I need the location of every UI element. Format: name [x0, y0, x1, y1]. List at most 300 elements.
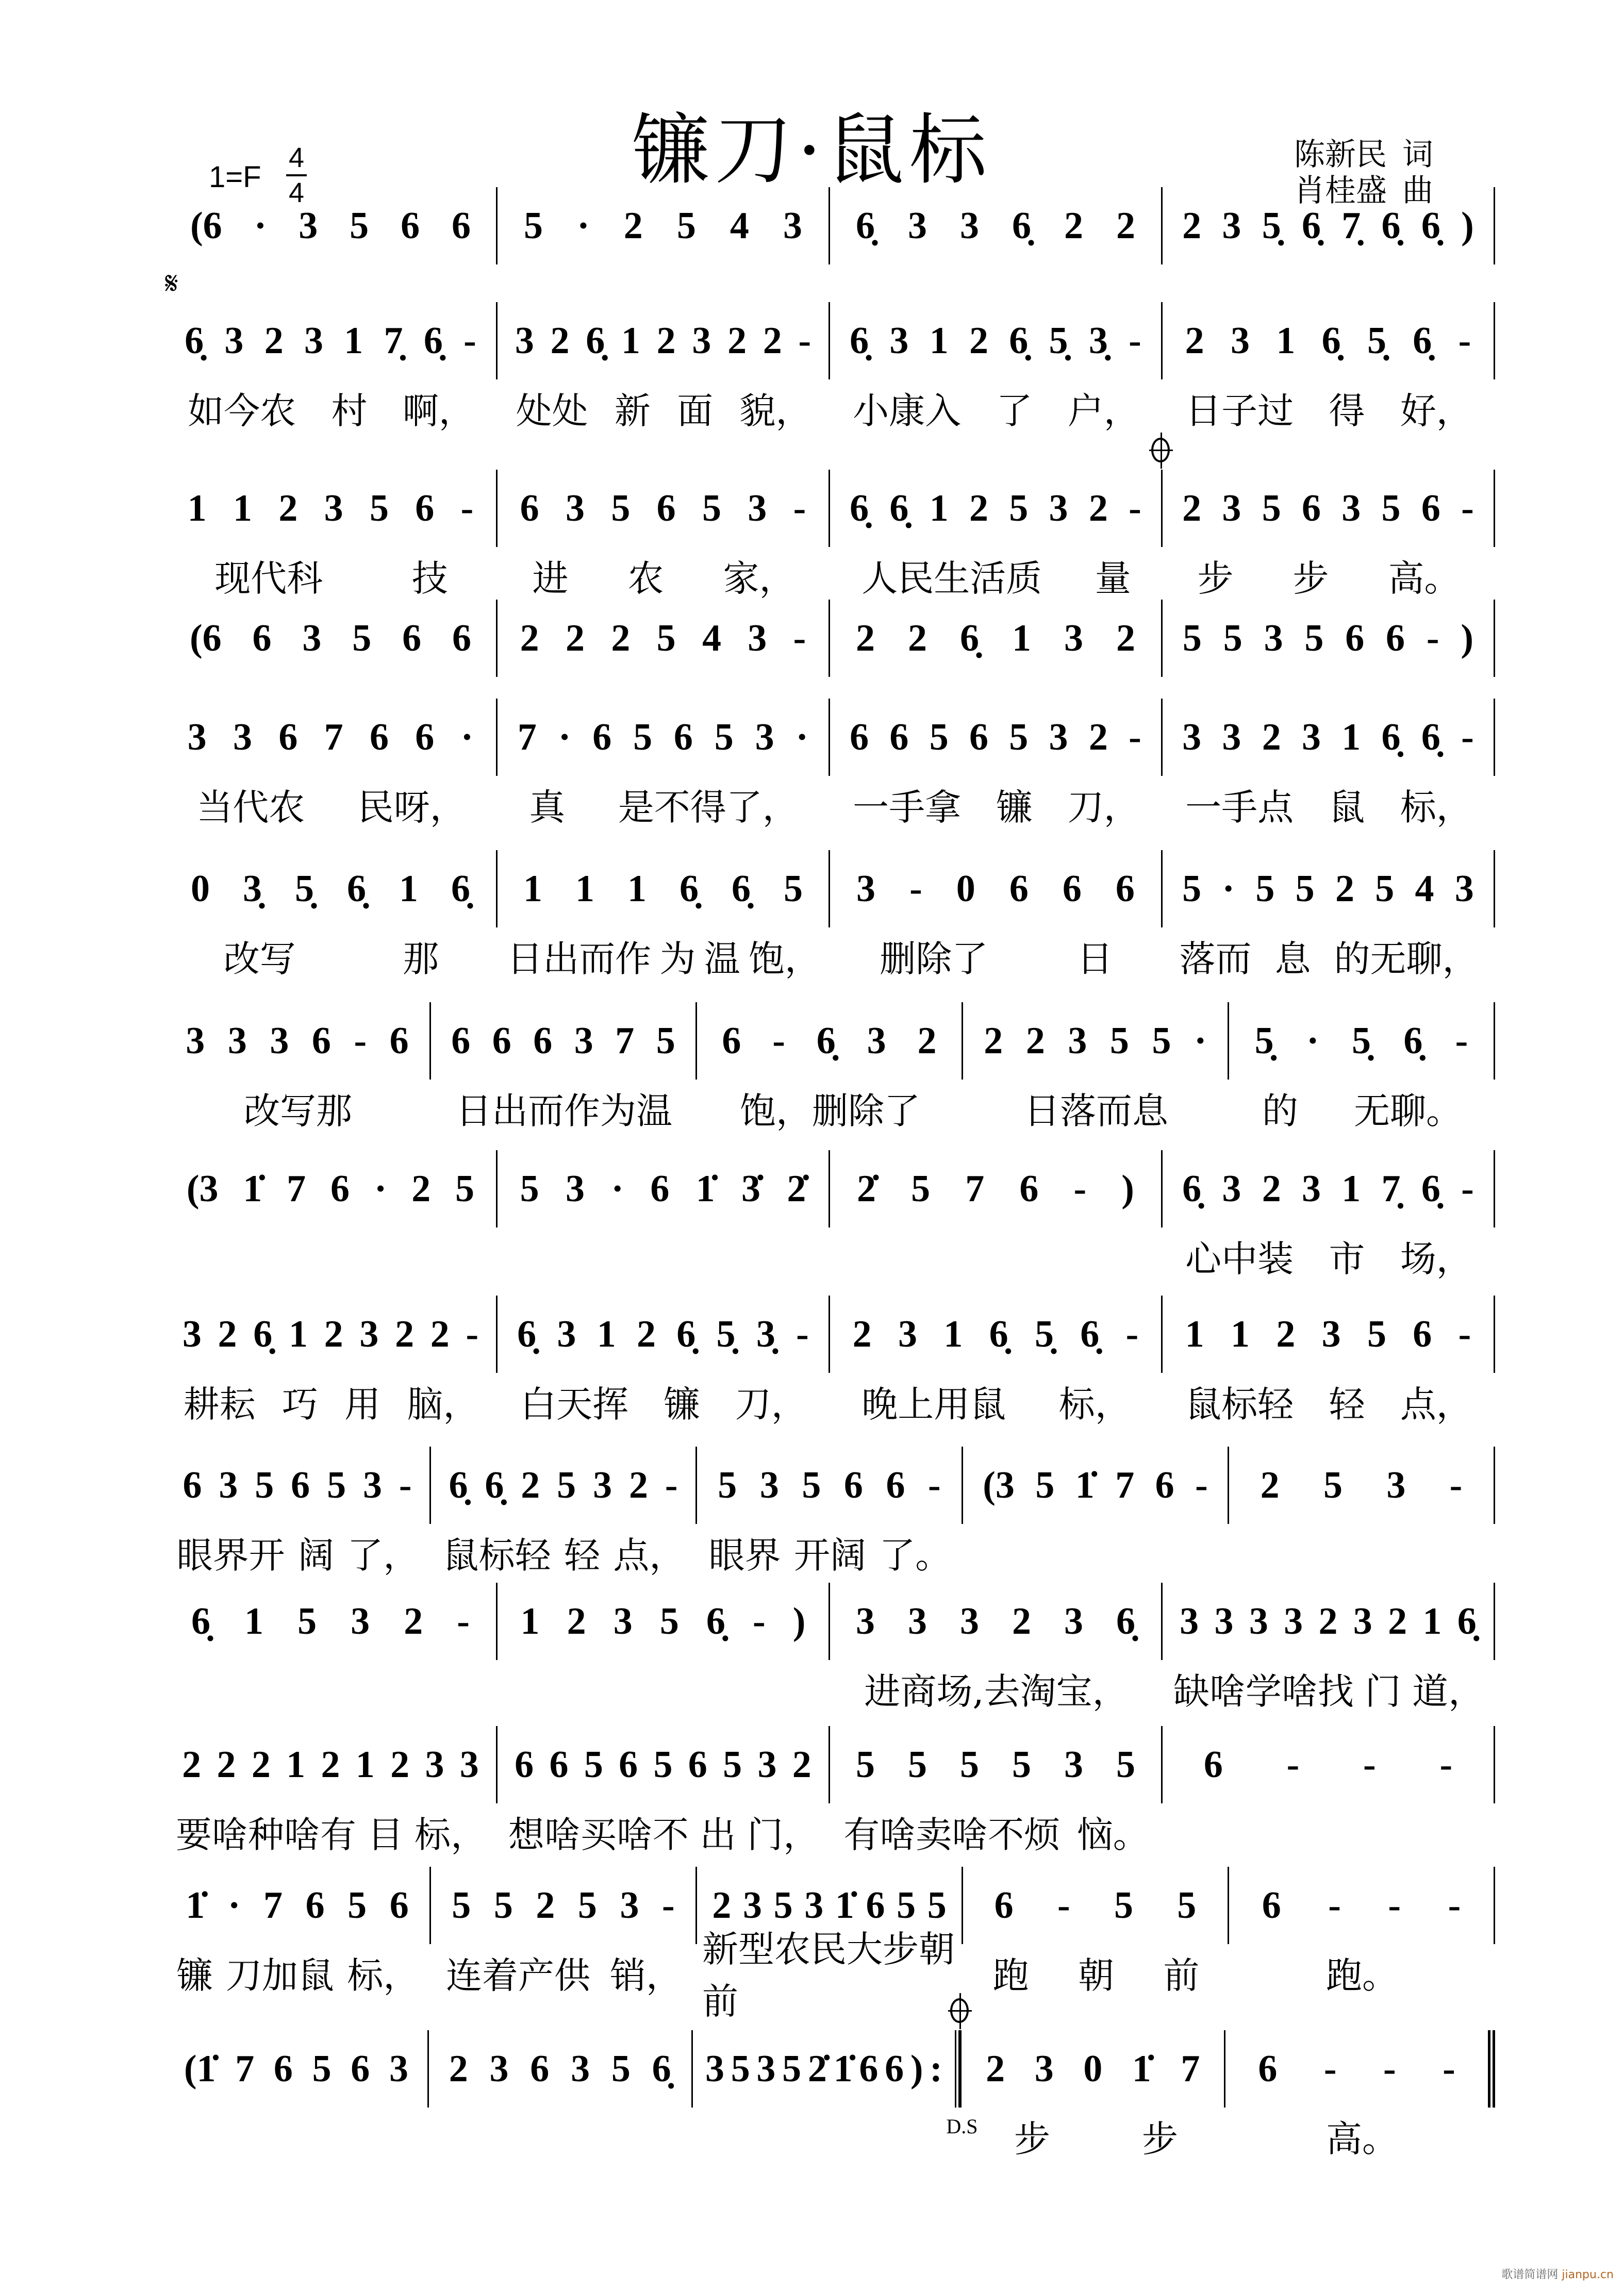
note: 3	[1353, 1600, 1372, 1643]
lyric-word: 真	[529, 786, 566, 828]
note: 6̣	[960, 617, 979, 659]
note: 6	[1345, 617, 1365, 659]
lyric-word: 眼界	[708, 1534, 781, 1577]
note: 1	[575, 867, 594, 910]
note: -	[1383, 2047, 1396, 2090]
note: 6	[843, 1464, 863, 1506]
note: 2	[908, 617, 927, 659]
note: -	[753, 1600, 766, 1643]
note: 5	[493, 1884, 513, 1927]
note: 3	[1249, 1600, 1268, 1643]
note: 6	[1421, 487, 1440, 529]
note: 2	[411, 1167, 431, 1210]
lyric-word: 一手拿	[853, 786, 962, 828]
measure	[828, 1726, 1161, 1803]
notes-line	[165, 699, 1495, 776]
lyric-word: 人民生活质	[861, 557, 1042, 600]
watermark-domain: jianpu.cn	[1562, 2268, 1614, 2281]
note: 2	[404, 1600, 423, 1643]
note: 7	[615, 1019, 635, 1062]
note: 7	[235, 2047, 255, 2090]
note: 3	[1386, 1464, 1406, 1506]
note: 3	[960, 1600, 979, 1643]
measure-lyrics	[1163, 1803, 1495, 1860]
note: 5	[1295, 867, 1315, 910]
note: 3	[1222, 487, 1241, 529]
key-signature: 1=F	[209, 160, 261, 194]
note: 1	[596, 1313, 616, 1355]
note: 5	[960, 1743, 979, 1786]
note: 2	[852, 1313, 872, 1355]
staff-row	[165, 2030, 1495, 2164]
measure	[496, 600, 828, 677]
lyricist-credit	[1294, 137, 1449, 173]
note: 2	[1025, 1019, 1045, 1062]
note: 6	[415, 487, 435, 529]
note: 2	[969, 319, 988, 362]
note: -	[1426, 617, 1439, 659]
note: 6̣	[449, 1464, 468, 1506]
note: -	[1461, 716, 1474, 758]
note: 6	[252, 617, 272, 659]
note: -	[1439, 1743, 1453, 1786]
note: 5	[782, 2047, 802, 2090]
note: 6	[402, 617, 422, 659]
note: 2	[536, 1884, 555, 1927]
note: 5	[659, 1600, 679, 1643]
staff-row	[165, 1447, 1495, 1581]
notes-line	[165, 470, 1495, 547]
note: )	[910, 2047, 923, 2090]
lyric-word: 小康入	[853, 389, 962, 432]
note: 2	[917, 1019, 937, 1062]
note: 1	[1276, 319, 1296, 362]
note: 0	[191, 867, 210, 910]
note: :	[930, 2047, 942, 2090]
lyric-word: 改写	[223, 937, 296, 980]
note: -	[665, 1464, 678, 1506]
note: 2	[1088, 716, 1108, 758]
measure	[962, 1447, 1228, 1524]
note: 1	[286, 1743, 306, 1786]
note: 2	[1262, 1167, 1281, 1210]
note: 3	[425, 1743, 444, 1786]
note: 6	[1203, 1743, 1223, 1786]
note: 6̣	[1413, 319, 1432, 362]
lyric-word: 鼠	[1329, 786, 1365, 828]
measure-lyrics	[165, 1228, 498, 1284]
note: 3	[856, 867, 876, 910]
lyric-word: 步	[1292, 557, 1329, 600]
note: 6̣	[347, 867, 366, 910]
notes-line	[165, 187, 1495, 264]
measure	[165, 1867, 429, 1944]
note: 6̣	[1182, 1167, 1202, 1210]
note: 3	[324, 487, 343, 529]
note: 6	[305, 1884, 325, 1927]
notes-line	[165, 1447, 1495, 1524]
note: 6	[1301, 487, 1321, 529]
note: -	[1461, 1167, 1474, 1210]
measure	[1161, 1583, 1495, 1660]
note: 2	[217, 1743, 236, 1786]
note: 7	[263, 1884, 283, 1927]
note: 6	[994, 1884, 1014, 1927]
lyric-word: 饱，	[748, 937, 821, 980]
note: 7	[965, 1167, 985, 1210]
staff-row	[165, 187, 1495, 321]
measure-lyrics	[830, 776, 1163, 833]
note: 3	[960, 204, 979, 247]
note: -	[354, 1019, 367, 1062]
note: 6̣	[732, 867, 751, 910]
lyric-word: 阔	[297, 1534, 334, 1577]
watermark	[1501, 2266, 1614, 2282]
note: 6̣	[706, 1600, 725, 1643]
note: 3	[748, 617, 767, 659]
note: 3	[1049, 716, 1068, 758]
note: 2	[521, 1464, 540, 1506]
lyric-word: 要啥种啥有	[175, 1813, 356, 1856]
lyrics-line	[165, 1373, 1495, 1430]
note: 3	[613, 1600, 633, 1643]
lyric-word: 晚上用鼠	[861, 1383, 1006, 1425]
note: 6̣	[1009, 319, 1029, 362]
measure-lyrics	[830, 1373, 1163, 1430]
note: 6̣	[451, 867, 470, 910]
note: (3	[983, 1464, 1015, 1506]
note: )	[1121, 1167, 1134, 1210]
note: 1	[929, 319, 949, 362]
note: 5	[327, 1464, 346, 1506]
note: ·	[796, 716, 809, 758]
note: 5	[452, 1884, 471, 1927]
measure	[1228, 1447, 1495, 1524]
note: 1̇	[243, 1167, 262, 1210]
note: 2	[727, 319, 747, 362]
note: 1	[355, 1743, 375, 1786]
note: 3	[359, 1313, 379, 1355]
note: 3	[705, 2047, 724, 2090]
measure	[165, 2030, 427, 2108]
note: 3	[1341, 487, 1361, 529]
lyric-word: 轻	[564, 1534, 600, 1577]
note: 7	[287, 1167, 306, 1210]
measure-lyrics	[165, 1660, 498, 1717]
measure	[946, 2030, 1224, 2138]
note: 2	[656, 319, 676, 362]
measure	[695, 1447, 962, 1524]
note: 1	[520, 1600, 540, 1643]
note: 1	[621, 319, 640, 362]
note: -	[1455, 1019, 1468, 1062]
note: 5	[1182, 867, 1202, 910]
lyric-word: 想啥买啥不	[508, 1813, 689, 1856]
note: 6̣	[253, 1313, 273, 1355]
lyric-word: 删除了	[880, 937, 988, 980]
note: 3	[571, 2047, 590, 2090]
note: 3	[1321, 1313, 1341, 1355]
lyric-word: 朝	[1078, 1954, 1114, 1997]
note: 3	[1230, 319, 1250, 362]
note: 3	[227, 1019, 247, 1062]
note: -	[1388, 1884, 1401, 1927]
note: 6	[889, 716, 909, 758]
measure	[429, 1002, 695, 1080]
note: 3	[898, 1313, 917, 1355]
measure	[1161, 850, 1495, 927]
note: 6	[656, 487, 676, 529]
note: 1	[288, 1313, 308, 1355]
measure-lyrics	[1229, 2108, 1495, 2164]
note: 1	[399, 867, 418, 910]
note: 6	[850, 716, 869, 758]
note: 6̣	[856, 204, 875, 247]
lyric-word: 门，	[747, 1813, 820, 1856]
note: 6̣	[1012, 204, 1031, 247]
measure	[165, 1150, 496, 1228]
lyric-word: 标，	[1400, 786, 1472, 828]
note: 2	[1335, 867, 1354, 910]
lyric-word: 了。	[879, 1534, 952, 1577]
measure-lyrics	[498, 547, 830, 604]
note: -	[1057, 1884, 1070, 1927]
note: 2	[1012, 1600, 1031, 1643]
lyric-word: 连着产供	[446, 1954, 590, 1997]
measure	[429, 1447, 695, 1524]
note: 6̣	[1381, 716, 1401, 758]
note: -	[1286, 1743, 1300, 1786]
lyric-word: 标，	[347, 1954, 420, 1997]
note: )	[1461, 204, 1474, 247]
note: 5	[897, 1884, 916, 1927]
note: 6	[291, 1464, 310, 1506]
note: ·	[460, 716, 474, 758]
note: 2	[1182, 487, 1202, 529]
note: 6	[650, 1167, 670, 1210]
note: 1	[244, 1600, 264, 1643]
lyric-word: 息	[1274, 937, 1311, 980]
measure-lyrics	[165, 1524, 431, 1581]
lyric-word: 那	[403, 937, 439, 980]
note: 4	[730, 204, 749, 247]
note: 2	[763, 319, 782, 362]
lyrics-line	[165, 547, 1495, 604]
lyrics-line	[165, 1080, 1495, 1136]
song-title: 镰刀·鼠标	[632, 106, 992, 195]
lyric-word: 如今农	[188, 389, 296, 432]
note: 4	[702, 617, 721, 659]
note: 3̇	[741, 1167, 760, 1210]
note: 5̣	[1352, 1019, 1371, 1062]
note: 3	[515, 319, 534, 362]
note: 5	[656, 1019, 675, 1062]
note: 6̣	[850, 319, 869, 362]
note: 6̣	[850, 487, 869, 529]
notes-line	[165, 1726, 1495, 1803]
measure-lyrics	[1163, 927, 1495, 984]
note: 6	[452, 617, 472, 659]
lyric-word: 的	[1262, 1089, 1298, 1132]
measure	[1228, 1002, 1495, 1080]
note: 2	[1388, 1600, 1407, 1643]
measure-lyrics	[1163, 379, 1495, 436]
note: ·	[1194, 1019, 1207, 1062]
measure-lyrics	[498, 776, 830, 833]
lyric-word: 有啥卖啥不烦	[843, 1813, 1060, 1856]
lyric-word: 耕耘	[183, 1383, 256, 1425]
measure	[165, 1726, 496, 1803]
note: 7	[1181, 2047, 1200, 2090]
note: 2	[324, 1313, 343, 1355]
lyric-word: 村	[331, 389, 368, 432]
note: 6	[673, 716, 693, 758]
measure-lyrics	[165, 927, 498, 984]
measure	[165, 1296, 496, 1373]
note: 3̣	[243, 867, 262, 910]
note: (1̇	[184, 2047, 216, 2090]
measure	[828, 187, 1161, 264]
measure-lyrics	[165, 776, 498, 833]
lyric-word: 了，	[347, 1534, 420, 1577]
lyric-word: 家，	[723, 557, 796, 600]
note: 1	[1012, 617, 1031, 659]
note: -	[1129, 716, 1141, 758]
note: 6	[492, 1019, 511, 1062]
note: 6	[886, 1464, 905, 1506]
note: 3	[748, 487, 767, 529]
note: 3	[757, 1743, 777, 1786]
note: 6̣	[676, 1313, 696, 1355]
measure	[496, 1583, 828, 1660]
lyric-word: 貌，	[739, 389, 812, 432]
notes-line	[165, 2030, 1495, 2138]
note: 3	[908, 1600, 927, 1643]
note: 3	[362, 1464, 382, 1506]
note: 3	[620, 1884, 639, 1927]
lyrics-line	[165, 776, 1495, 833]
measure-lyrics	[830, 927, 1163, 984]
note: 3	[1214, 1600, 1234, 1643]
note: -	[1449, 1464, 1463, 1506]
note: 6	[688, 1743, 707, 1786]
measure	[165, 187, 496, 264]
note: 3	[1264, 617, 1283, 659]
note: 6	[401, 204, 420, 247]
note: 6̣	[1457, 1600, 1477, 1643]
measure-lyrics	[431, 2108, 697, 2164]
note: 3	[1068, 1019, 1087, 1062]
note: 1	[929, 487, 949, 529]
measure-lyrics	[697, 2108, 963, 2164]
note: 5	[929, 716, 949, 758]
note: 3	[219, 1464, 238, 1506]
note: -	[1073, 1167, 1087, 1210]
note: 2	[182, 1743, 202, 1786]
measure-lyrics	[1163, 1660, 1495, 1717]
note: 5	[1009, 716, 1029, 758]
lyric-word: 步	[1014, 2117, 1050, 2160]
note: 3	[1182, 716, 1202, 758]
lyric-word: 镰	[664, 1383, 700, 1425]
note: 6̣	[423, 319, 443, 362]
note: 5	[1367, 1313, 1386, 1355]
note: 5	[802, 1464, 821, 1506]
measure-lyrics	[1163, 776, 1495, 833]
note: 7	[1115, 1464, 1135, 1506]
lyric-word: 农	[627, 557, 664, 600]
lyric-word: 处处	[516, 389, 588, 432]
lyrics-line	[165, 1228, 1495, 1284]
note: 6	[549, 1743, 569, 1786]
note: 3	[1222, 716, 1241, 758]
note: -	[793, 487, 806, 529]
measure	[165, 600, 496, 677]
note: 4	[1415, 867, 1434, 910]
note: ·	[611, 1167, 624, 1210]
note: 3	[565, 487, 585, 529]
lyric-word: 高。	[1326, 2117, 1398, 2160]
notes-line	[165, 600, 1495, 677]
note: 6̣	[185, 319, 204, 362]
lyric-word: 新型农民大步朝前	[702, 1928, 955, 2022]
lyric-word: 镰	[176, 1954, 213, 1997]
note: 7̣	[384, 319, 403, 362]
lyric-word: 日落而息	[1024, 1089, 1168, 1132]
lyric-word: 无聊。	[1354, 1089, 1462, 1132]
note: 6	[1062, 867, 1082, 910]
measure	[496, 699, 828, 776]
note: 6	[278, 716, 298, 758]
note: 3	[270, 1019, 289, 1062]
lyric-word: 日出而作为温	[456, 1089, 672, 1132]
lyric-word: 日子过	[1185, 389, 1294, 432]
note: (6	[190, 204, 222, 247]
note: 5	[633, 716, 653, 758]
measure	[1228, 1867, 1495, 1944]
note: 6̣	[517, 1313, 537, 1355]
note: 5	[1152, 1019, 1171, 1062]
lyric-word: 前	[1163, 1954, 1200, 1997]
note: 5	[718, 1464, 737, 1506]
note: 3	[224, 319, 244, 362]
note: 5	[773, 1884, 793, 1927]
note: 5	[524, 204, 543, 247]
note: 6	[330, 1167, 350, 1210]
note: 2	[550, 319, 570, 362]
note: 3	[1301, 1167, 1321, 1210]
lyric-word: 日	[1076, 937, 1113, 980]
measure-lyrics	[1163, 1228, 1495, 1284]
note: 5	[1009, 487, 1029, 529]
note: 6	[722, 1019, 741, 1062]
measure	[496, 470, 828, 547]
lyric-word: 鼠标轻	[1185, 1383, 1294, 1425]
measure-lyrics	[830, 1228, 1163, 1284]
measure-lyrics	[498, 379, 830, 436]
note: 1̇	[1075, 1464, 1095, 1506]
lyric-word: 进	[532, 557, 569, 600]
measure	[165, 850, 496, 927]
lyric-word: 当代农	[196, 786, 305, 828]
note: 6	[452, 204, 471, 247]
note: -	[399, 1464, 412, 1506]
note: 6	[866, 1884, 885, 1927]
note: -	[1129, 319, 1141, 362]
note: 3	[867, 1019, 886, 1062]
note: 3	[756, 2047, 776, 2090]
note: 3	[186, 1019, 205, 1062]
